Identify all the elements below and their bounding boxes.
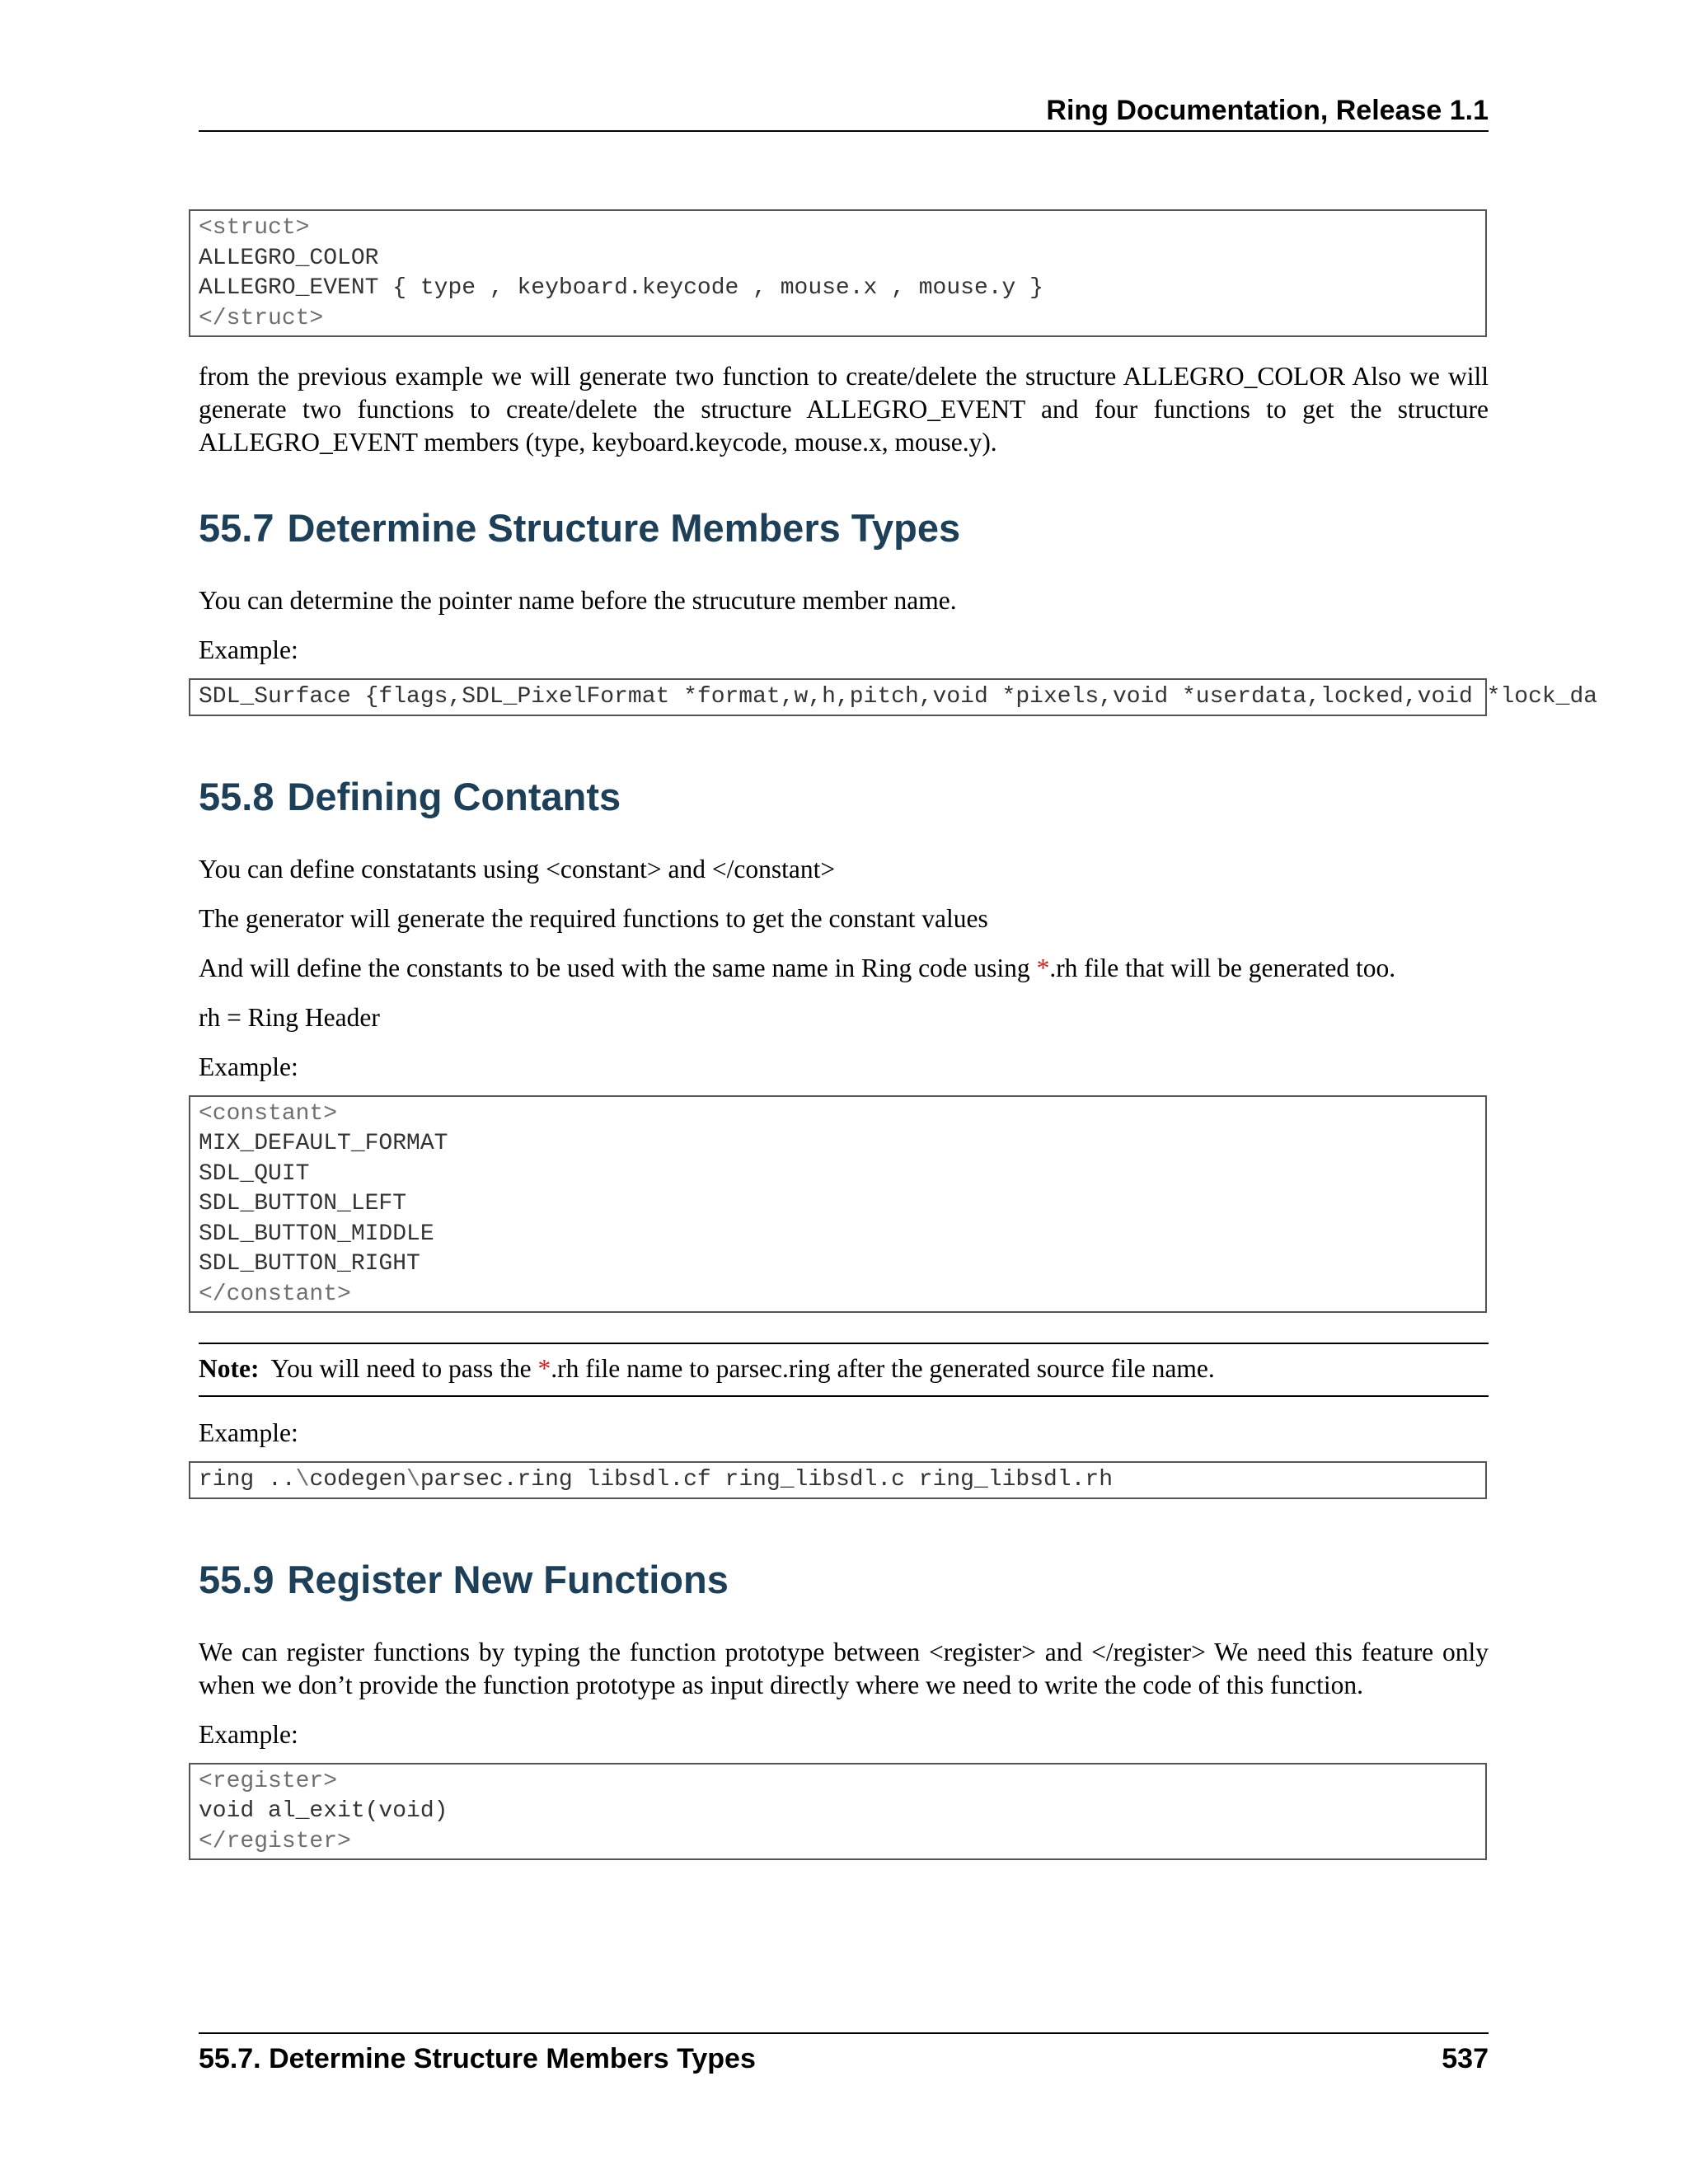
paragraph [199, 952, 1489, 985]
text-run: .rh file name to parsec.ring after the generated source file name. [551, 1354, 1215, 1383]
text-run: .rh file that will be generated too. [1049, 953, 1396, 982]
paragraph: rh = Ring Header [199, 1002, 380, 1032]
code-close-tag: </constant> [199, 1281, 351, 1307]
code-line: ALLEGRO_EVENT { type , keyboard.keycode , mouse.x , mouse.y } [199, 275, 1043, 301]
code-close-tag: </struct> [199, 305, 324, 331]
code-separator: \ [295, 1467, 310, 1493]
example-label: Example: [199, 1418, 298, 1447]
header-title: Ring Documentation, Release 1.1 [1046, 95, 1489, 126]
code-block-constant [189, 1095, 1487, 1314]
section-number: 55.8 [199, 774, 274, 818]
asterisk-link[interactable]: * [1036, 953, 1050, 982]
code-line: SDL_QUIT [199, 1160, 310, 1187]
example-label: Example: [199, 1719, 298, 1749]
paragraph: We can register functions by typing the function prototype between <register> and </register> We need this feature only when we don’t provide the function prototype as input directly where we need to write the code of this function. [199, 1637, 1489, 1699]
code-open-tag: <struct> [199, 215, 310, 241]
code-line: ALLEGRO_COLOR [199, 245, 379, 271]
section-number: 55.9 [199, 1557, 274, 1601]
code-block-parsec-command [189, 1461, 1487, 1499]
section-heading-55-8 [199, 774, 1489, 820]
code-text: ring .. [199, 1467, 296, 1493]
code-block-struct [189, 209, 1487, 337]
code-line: SDL_BUTTON_RIGHT [199, 1251, 420, 1277]
text-run: And will define the constants to be used with the same name in Ring code using [199, 953, 1037, 982]
section-title: Register New Functions [287, 1557, 729, 1601]
code-block-sdl-surface [189, 678, 1598, 716]
note-box [199, 1343, 1489, 1397]
example-label: Example: [199, 1052, 298, 1081]
running-header [199, 92, 1489, 132]
example-label: Example: [199, 635, 298, 664]
section-heading-55-7 [199, 505, 1489, 551]
code-text: parsec.ring libsdl.cf ring_libsdl.c ring_libsdl.rh [420, 1467, 1114, 1493]
code-text: codegen [309, 1467, 407, 1493]
footer-section: 55.7. Determine Structure Members Types [199, 2043, 756, 2074]
code-separator: \ [406, 1467, 420, 1493]
running-footer [199, 2032, 1489, 2077]
code-line: SDL_BUTTON_MIDDLE [199, 1221, 434, 1247]
code-block-register [189, 1763, 1487, 1861]
code-line: MIX_DEFAULT_FORMAT [199, 1131, 448, 1156]
page-number: 537 [1442, 2043, 1489, 2074]
code-line: void al_exit(void) [199, 1798, 448, 1824]
page-content [199, 209, 1598, 1860]
section-number: 55.7 [199, 506, 274, 550]
code-open-tag: <constant> [199, 1100, 338, 1127]
code-line: SDL_Surface {flags,SDL_PixelFormat *format,w,h,pitch,void *pixels,void *userdata,locked,void *lock_da [199, 684, 1598, 710]
paragraph: The generator will generate the required functions to get the constant values [199, 903, 988, 933]
note-label: Note: [199, 1354, 260, 1383]
paragraph: from the previous example we will generate two function to create/delete the structure ALLEGRO_COLOR Also we will generate two functions to create/delete the structure ALLEGRO_EVENT and four functions to get the structure ALLEGRO_EVENT members (type, keyboard.keycode, mouse.x, mouse.y). [199, 362, 1489, 457]
code-open-tag: <register> [199, 1768, 338, 1794]
code-close-tag: </register> [199, 1828, 351, 1854]
section-heading-55-9 [199, 1557, 1489, 1603]
paragraph: You can define constatants using <constant> and </constant> [199, 854, 836, 883]
text-run: You will need to pass the [270, 1354, 538, 1383]
document-page [199, 0, 1598, 2184]
section-title: Determine Structure Members Types [287, 506, 961, 550]
paragraph: You can determine the pointer name before the strucuture member name. [199, 586, 957, 615]
asterisk-link[interactable]: * [537, 1354, 551, 1383]
section-title: Defining Contants [287, 774, 621, 818]
code-line: SDL_BUTTON_LEFT [199, 1191, 407, 1216]
